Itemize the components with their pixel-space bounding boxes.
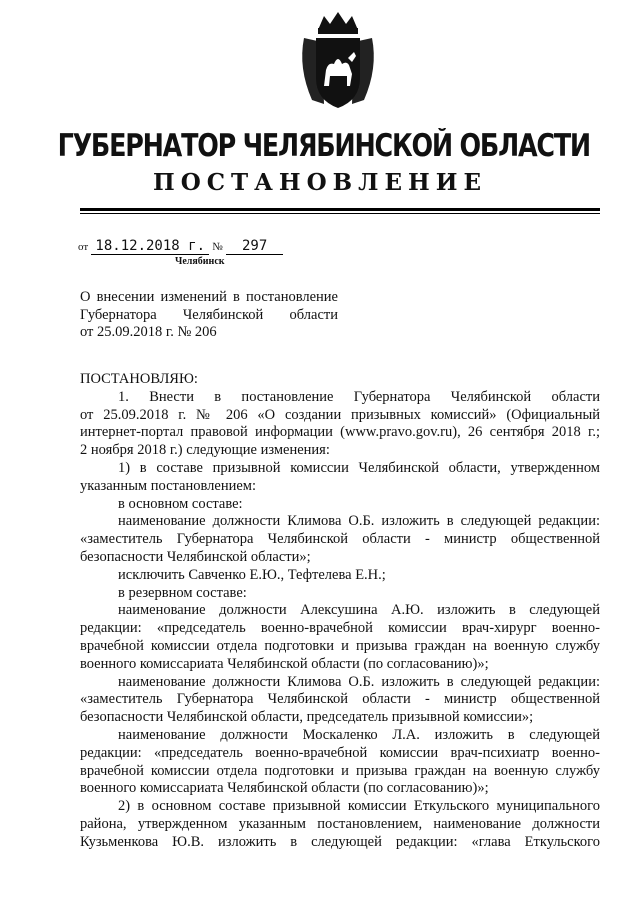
city-label: Челябинск <box>175 256 225 267</box>
body-line: района, утвержденном указанным постановлением, наименование должности <box>80 815 600 832</box>
body-line: безопасности Челябинской области, председатель призывной комиссии»; <box>80 709 534 726</box>
document-body <box>80 371 600 852</box>
document-number: 297 <box>226 238 283 255</box>
subject-line: О внесении изменений в постановление <box>80 289 338 305</box>
body-line: «заместитель Губернатора Челябинской области - министр общественной <box>80 691 600 708</box>
body-line: наименование должности Алексушина А.Ю. изложить в следующей <box>118 602 600 619</box>
opening-directive: ПОСТАНОВЛЯЮ: <box>80 371 198 387</box>
subject-line: от 25.09.2018 г. № 206 <box>80 324 217 340</box>
body-line: военного комиссариата Челябинской области (по согласованию)»; <box>80 780 489 797</box>
subject-line: Губернатора Челябинской области <box>80 306 338 323</box>
number-prefix: № <box>212 241 223 253</box>
body-lines <box>80 389 600 852</box>
body-line: 2) в основном составе призывной комиссии Еткульского муниципального <box>118 798 600 815</box>
body-line: интернет-портал правовой информации (www.pravo.gov.ru), 26 сентября 2018 г.; <box>80 424 600 441</box>
body-line: указанным постановлением: <box>80 477 256 494</box>
body-line: наименование должности Климова О.Б. изложить в следующей редакции: <box>118 673 600 690</box>
body-line: Кузьменкова Ю.В. изложить в следующей редакции: «глава Еткульского <box>80 833 600 850</box>
header-rule-thin <box>80 213 600 214</box>
body-line: 1. Внести в постановление Губернатора Челябинской области <box>118 388 600 405</box>
body-line: «заместитель Губернатора Челябинской области - министр общественной <box>80 531 600 548</box>
body-line: военного комиссариата Челябинской области (по согласованию)»; <box>80 655 489 672</box>
org-title: ГУБЕРНАТОР ЧЕЛЯБИНСКОЙ ОБЛАСТИ <box>57 128 590 164</box>
body-line: в основном составе: <box>118 495 243 512</box>
date-prefix: от <box>78 241 89 253</box>
body-line: редакции: «председатель военно-врачебной комиссии врач-психиатр военно- <box>80 744 600 761</box>
body-line: в резервном составе: <box>118 584 247 601</box>
body-line: наименование должности Москаленко Л.А. изложить в следующей <box>118 726 600 743</box>
header-rule-thick <box>80 208 600 211</box>
body-line: врачебной комиссии отдела подготовки и призыва граждан на военную службу <box>80 762 600 779</box>
subject-block <box>80 289 338 342</box>
body-line: 1) в составе призывной комиссии Челябинской области, утвержденном <box>118 459 600 476</box>
body-line: от 25.09.2018 г. № 206 «О создании призывных комиссий» (Официальный <box>80 406 600 423</box>
body-line: наименование должности Климова О.Б. изложить в следующей редакции: <box>118 513 600 530</box>
coat-of-arms-emblem <box>294 8 382 112</box>
body-line: 2 ноября 2018 г.) следующие изменения: <box>80 442 330 459</box>
document-date: 18.12.2018 г. <box>91 238 209 255</box>
document-type-heading: ПОСТАНОВЛЕНИЕ <box>153 169 487 196</box>
date-number-line <box>78 238 378 260</box>
body-line: исключить Савченко Е.Ю., Тефтелева Е.Н.; <box>118 566 386 583</box>
body-line: редакции: «председатель военно-врачебной комиссии врач-хирург военно- <box>80 620 600 637</box>
body-line: безопасности Челябинской области»; <box>80 548 311 565</box>
body-line: врачебной комиссии отдела подготовки и призыва граждан на военную службу <box>80 637 600 654</box>
